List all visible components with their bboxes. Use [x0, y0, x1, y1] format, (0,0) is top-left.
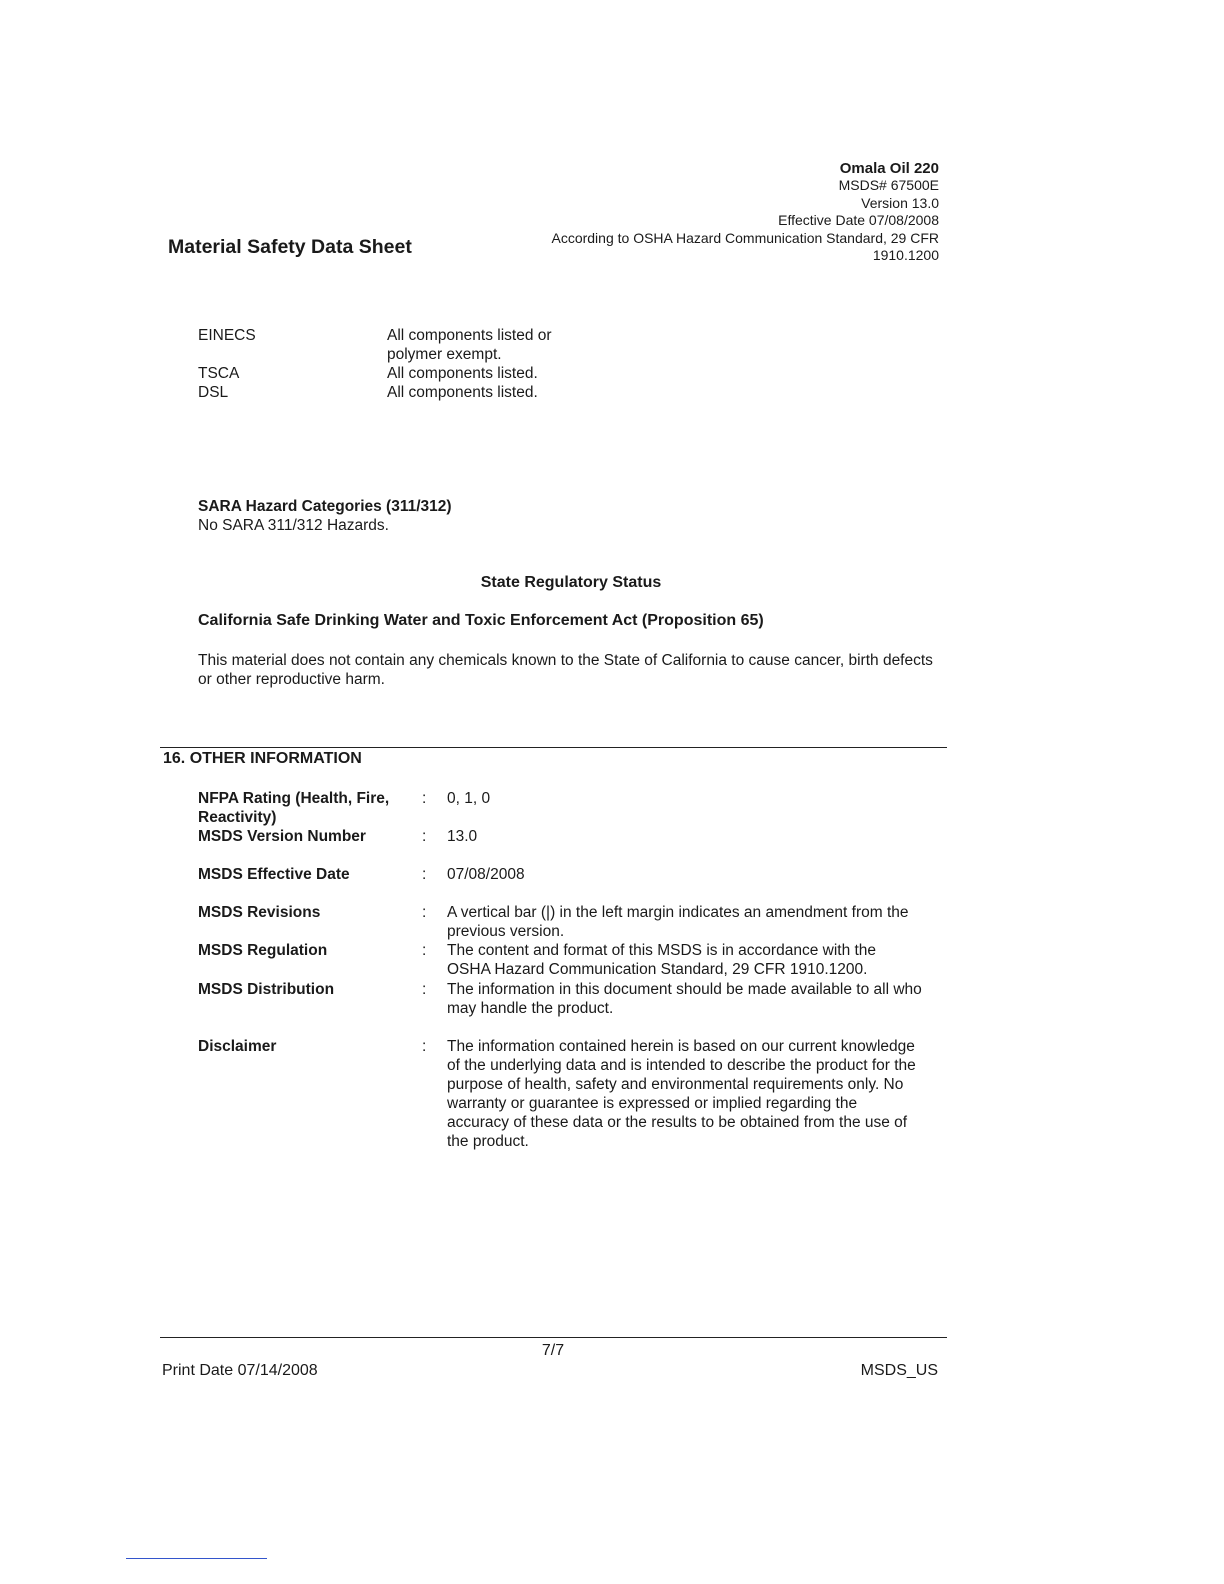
- info-row-nfpa: [198, 789, 922, 827]
- info-value: The content and format of this MSDS is in accordance with the OSHA Hazard Communication Standard, 29 CFR 1910.1200.: [447, 942, 877, 978]
- effective-date: Effective Date 07/08/2008: [778, 212, 939, 229]
- info-row-version: [198, 827, 922, 846]
- product-name: Omala Oil 220: [839, 160, 939, 177]
- page-number: 7/7: [541, 1342, 565, 1359]
- info-value: 13.0: [447, 828, 478, 845]
- sara-heading: SARA Hazard Categories (311/312): [198, 498, 452, 515]
- link-underline: [126, 1558, 267, 1559]
- info-value: The information contained herein is based on our current knowledge of the underlying data and is intended to describe the product for the purpose of health, safety and environmental requirements only. No warranty or guarantee is expressed or implied regarding the accuracy of these data or the results to be obtained from the use of the product.: [447, 1038, 916, 1150]
- inventory-value: All components listed or polymer exempt.: [387, 327, 552, 363]
- inventory-value: All components listed.: [387, 384, 538, 401]
- info-label: MSDS Regulation: [198, 942, 328, 959]
- info-value: 0, 1, 0: [447, 790, 491, 807]
- info-colon: :: [422, 981, 427, 998]
- inventory-key: DSL: [198, 384, 229, 401]
- sara-text: No SARA 311/312 Hazards.: [198, 517, 389, 534]
- section-title: 16. OTHER INFORMATION: [163, 750, 362, 767]
- standard-line-1: According to OSHA Hazard Communication Standard, 29 CFR: [551, 229, 939, 246]
- prop65-heading: California Safe Drinking Water and Toxic Enforcement Act (Proposition 65): [198, 612, 764, 629]
- info-colon: :: [422, 866, 427, 883]
- sara-section: [198, 497, 452, 535]
- inventory-value: All components listed.: [387, 365, 538, 382]
- page-title: Material Safety Data Sheet: [168, 236, 412, 258]
- info-colon: :: [422, 1038, 427, 1055]
- inventory-row: [198, 383, 587, 402]
- info-row-disclaimer: [198, 1037, 922, 1151]
- inventory-row: [198, 364, 587, 383]
- inventory-key: EINECS: [198, 327, 256, 344]
- info-label: Disclaimer: [198, 1038, 277, 1055]
- info-label: MSDS Revisions: [198, 904, 321, 921]
- info-label: MSDS Version Number: [198, 828, 366, 845]
- info-colon: :: [422, 790, 427, 807]
- info-label: MSDS Distribution: [198, 981, 335, 998]
- form-code: MSDS_US: [860, 1362, 938, 1379]
- section-divider: [160, 747, 947, 748]
- info-colon: :: [422, 828, 427, 845]
- info-value: The information in this document should be made available to all who may handle the product.: [447, 981, 922, 1017]
- info-label: MSDS Effective Date: [198, 866, 350, 883]
- document-header: [479, 160, 939, 264]
- info-colon: :: [422, 904, 427, 921]
- info-row-distribution: [198, 980, 922, 1018]
- info-value: A vertical bar (|) in the left margin indicates an amendment from the previous version.: [447, 904, 909, 940]
- info-row-revisions: [198, 903, 922, 941]
- info-row-regulation: [198, 941, 922, 979]
- inventory-list: [198, 326, 587, 402]
- standard-line-2: 1910.1200: [872, 247, 939, 264]
- info-label: NFPA Rating (Health, Fire, Reactivity): [198, 790, 390, 826]
- footer-divider: [160, 1337, 947, 1338]
- prop65-text: This material does not contain any chemicals known to the State of California to cause cancer, birth defects or other reproductive harm.: [198, 652, 933, 688]
- msds-number: MSDS# 67500E: [838, 177, 939, 194]
- info-row-effective-date: [198, 865, 922, 884]
- info-value: 07/08/2008: [447, 866, 525, 883]
- print-date: Print Date 07/14/2008: [162, 1362, 318, 1379]
- inventory-key: TSCA: [198, 365, 240, 382]
- inventory-row: [198, 326, 587, 364]
- state-heading: State Regulatory Status: [480, 574, 662, 591]
- version: Version 13.0: [861, 194, 939, 211]
- info-colon: :: [422, 942, 427, 959]
